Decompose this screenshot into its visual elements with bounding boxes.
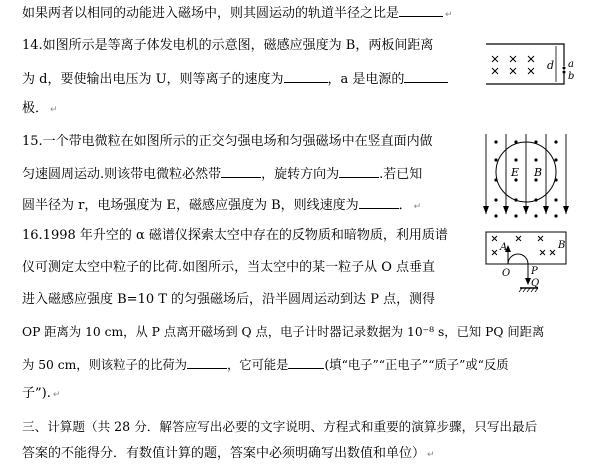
- line-4-text: 极．: [22, 101, 49, 116]
- line-6-tail: ，旋转方向为: [261, 167, 340, 182]
- line-3-text: 为 d，要使输出电压为 U，则等离子的速度为: [22, 72, 284, 87]
- line-3-tail: ，a 是电源的: [327, 72, 405, 87]
- label-A: A: [500, 242, 508, 253]
- label-P: P: [531, 266, 538, 277]
- label-B: B: [534, 166, 543, 179]
- answer-blank: [404, 70, 448, 83]
- line-5-text: 15.一个带电微粒在如图所示的正交匀强电场和匀强磁场中在竖直面内做: [22, 134, 433, 149]
- text-line-9: [22, 260, 435, 276]
- answer-blank: [339, 165, 379, 178]
- return-mark: ↵: [445, 10, 453, 20]
- line-7-text: 圆半径为 r，电场强度为 E，磁感应强度为 B，则线速度为: [22, 198, 359, 213]
- return-mark: ↵: [427, 450, 435, 460]
- return-mark: ↵: [52, 390, 61, 400]
- return-mark: ↵: [50, 105, 58, 115]
- answer-blank: [288, 356, 324, 369]
- text-line-3: [22, 70, 448, 88]
- label-B: B: [558, 240, 566, 251]
- text-line-12: [22, 356, 509, 373]
- text-line-8: [22, 228, 448, 244]
- line-10-text: 进入磁感应强度 B=10 T 的匀强磁场后，沿半圆周运动到达 P 点，测得: [22, 292, 436, 307]
- return-mark: ↵: [413, 202, 422, 212]
- field-arrows: [483, 206, 569, 214]
- figure-crossed-fields: [478, 130, 578, 222]
- text-line-11: [22, 324, 544, 340]
- line-8-text: 16.1998 年升空的 α 磁谱仪探索太空中存在的反物质和暗物质，利用质谱: [22, 228, 448, 243]
- label-a: a: [568, 59, 574, 70]
- answer-blank: [359, 196, 399, 209]
- line-7-tail: ．: [398, 198, 412, 213]
- text-line-10: [22, 292, 435, 308]
- text-line-1: [22, 4, 453, 23]
- figure-plasma-generator: [480, 32, 578, 102]
- section-heading-text: 三、计算题（共 28 分．解答应写出必要的文字说明、方程式和重要的演算步骤，只写出最后: [22, 419, 538, 434]
- line-12-tail: ，它可能是: [226, 358, 289, 372]
- line-6-text: 匀速圆周运动.则该带电微粒必然带: [22, 167, 222, 182]
- line-9-text: 仪可测定太空中粒子的比荷.如图所示，当太空中的某一粒子从 O 点垂直: [22, 260, 436, 275]
- line-2-text: 14.如图所示是等离子体发电机的示意图，磁感应强度为 B，两板间距离: [22, 38, 434, 53]
- line-6-tail2: .若已知: [379, 167, 423, 182]
- text-line-7: [22, 196, 421, 215]
- answer-blank: [221, 165, 261, 178]
- label-b: b: [568, 71, 575, 82]
- line-15-text: 答案的不能得分．有数值计算的题，答案中必须明确写出数值和单位）: [22, 446, 426, 461]
- line-13-text: 子”).: [22, 386, 51, 401]
- line-12-tail2: (填“电子”“正电子”“质子”或“反质: [324, 358, 509, 372]
- label-d: d: [547, 59, 555, 72]
- answer-blank: [187, 356, 227, 369]
- text-line-5: [22, 134, 433, 150]
- line-11-text: OP 距离为 10 cm，从 P 点离开磁场到 Q 点，电子计时器记录数据为 10⁻⁸ s，已知 PQ 间距离: [22, 325, 545, 339]
- text-line-15: [22, 446, 435, 463]
- label-Q: Q: [531, 278, 540, 289]
- text-line-13: [22, 386, 60, 403]
- semicircle-path: [508, 254, 528, 264]
- section-heading-line: [22, 419, 537, 435]
- field-cross-marks: [492, 56, 534, 74]
- text-line-6: [22, 165, 422, 183]
- answer-blank: [399, 4, 443, 17]
- line-12-text: 为 50 cm，则该粒子的比荷为: [22, 358, 187, 372]
- answer-blank: [284, 70, 328, 83]
- label-O: O: [502, 268, 511, 279]
- text-line-2: [22, 38, 433, 54]
- figure-mass-spectrometer: [480, 228, 578, 294]
- label-E: E: [511, 166, 520, 179]
- line-1-text: 如果两者以相同的动能进入磁场中，则其圆运动的轨道半径之比是: [22, 6, 400, 21]
- text-line-4: [22, 101, 58, 118]
